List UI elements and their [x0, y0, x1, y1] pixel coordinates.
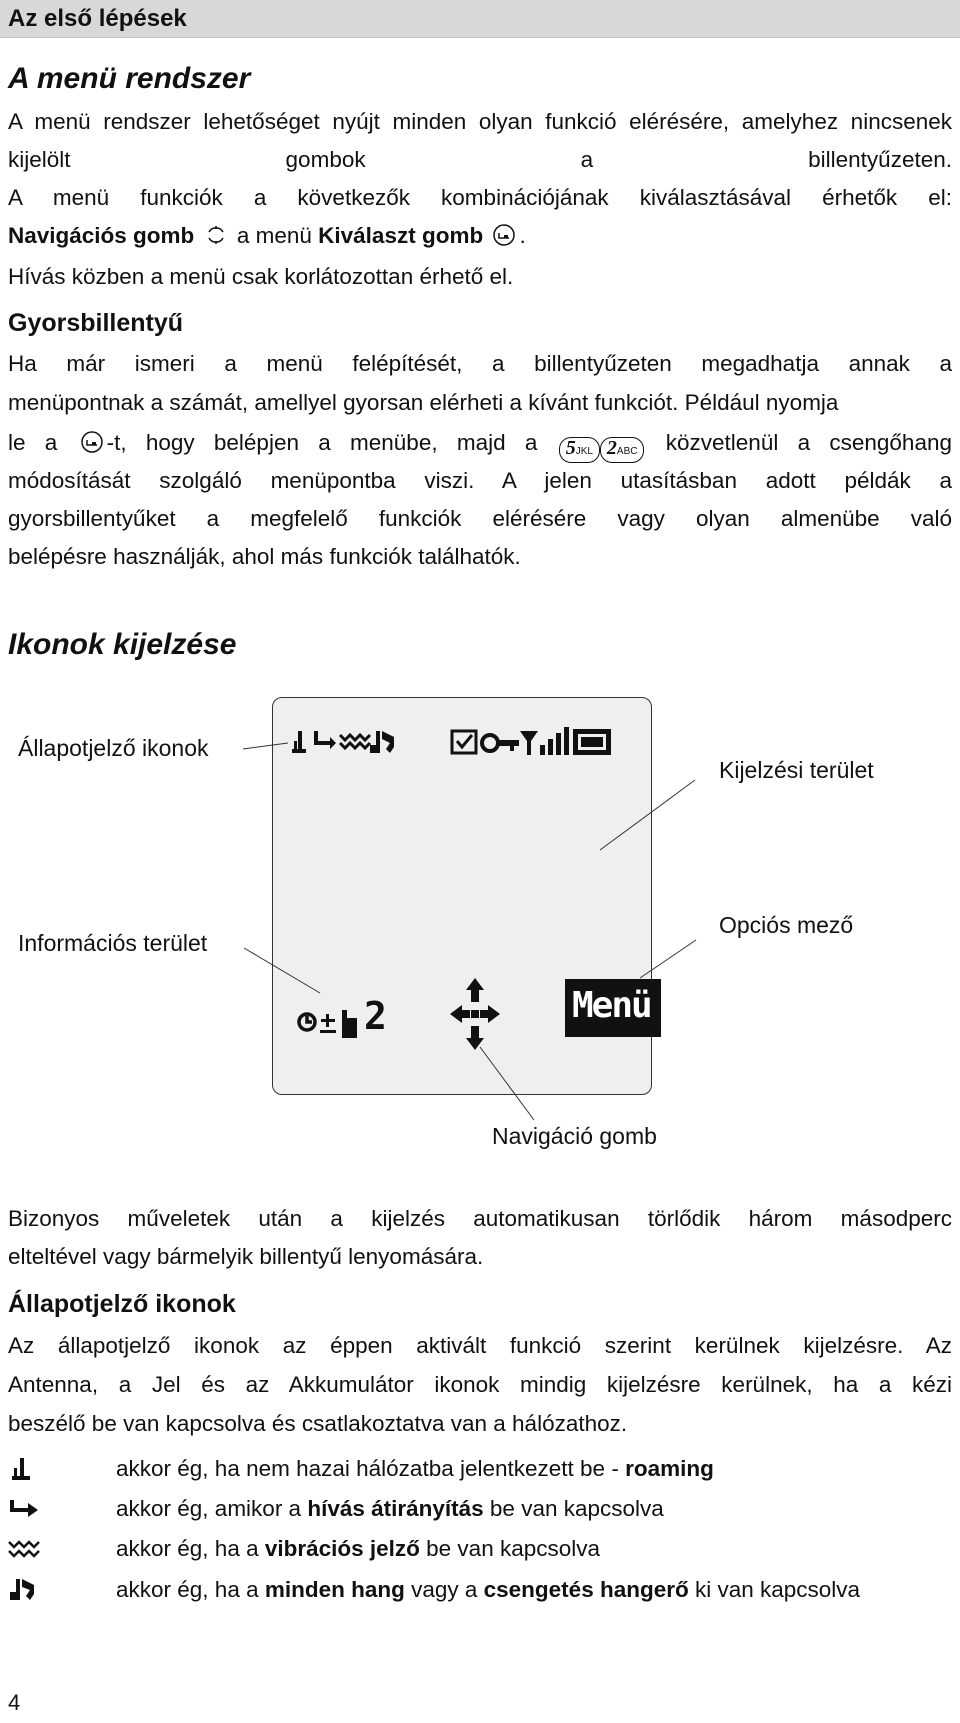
vibration-icon [340, 735, 370, 748]
shortcut-heading: Gyorsbillentyű [8, 309, 184, 337]
line-number-text: 2 [364, 994, 387, 1038]
screen-status-icons [290, 723, 670, 763]
antenna-icon [520, 731, 538, 755]
menu-system-heading: A menü rendszer [8, 62, 251, 95]
legend-silent-post: ki van kapcsolva [688, 1577, 861, 1602]
legend-roaming-bold: roaming [625, 1456, 714, 1481]
nav-key-term: Navigációs gomb [8, 223, 195, 248]
legend-row-silent [8, 1571, 952, 1609]
message-icon [452, 731, 476, 753]
menu-functions-text: A menü funkciók a következők kombinációjának kiválasztásával érhetők el: [8, 185, 952, 210]
select-key-icon [492, 223, 516, 247]
shortcut-line2: menüpontnak a számát, amellyel gyorsan elérheti a kívánt funkciót. Például nyomja [8, 390, 839, 415]
status-line1: Az állapotjelző ikonok az éppen aktivált funkció szerint kerülnek kijelzésre. Az [8, 1333, 952, 1358]
keylock-icon [482, 735, 519, 751]
legend-silent-bold: minden hang [264, 1577, 405, 1602]
period: . [519, 223, 526, 248]
legend-vibration-post: be van kapcsolva [419, 1536, 601, 1561]
status-line2: Antenna, a Jel és az Akkumulátor ikonok mindig kijelzésre kerülnek, ha a kézi [8, 1372, 952, 1397]
auto-clear-line1: Bizonyos műveletek után a kijelzés automatikusan törlődik három másodperc [8, 1206, 952, 1231]
menu-nav-line [8, 217, 952, 255]
options-menu-softkey [565, 979, 661, 1037]
shortcut-line3-a: le a [8, 430, 58, 455]
legend-text-silent [116, 1571, 860, 1609]
page-number: 4 [8, 1690, 21, 1715]
legend-row-vibration [8, 1530, 952, 1568]
key1-digit: 5 [565, 437, 576, 459]
legend-divert-post: be van kapcsolva [483, 1496, 664, 1521]
battery-icon [573, 729, 611, 755]
shortcut-line6: belépésre használják, ahol más funkciók találhatók. [8, 544, 521, 569]
shortcut-line3-c: közvetlenül a csengőhang [665, 430, 952, 455]
legend-text-roaming [116, 1450, 714, 1488]
clock-icon [299, 1014, 315, 1030]
menu-intro-text: A menü rendszer lehetőséget nyújt minden olyan funkció elérésére, amelyhez nincsenek kijelölt gombok a billentyűzeten. [8, 109, 952, 172]
signal-icon [540, 727, 569, 755]
legend-divert-pre: akkor ég, amikor a [116, 1496, 308, 1521]
line-icon [342, 1010, 357, 1038]
info-area-label: Információs terület [18, 930, 208, 956]
call-divert-icon [314, 731, 336, 749]
key1-letters: JKL [575, 446, 593, 457]
option-field-label: Opciós mező [719, 912, 854, 938]
display-area-label: Kijelzési terület [719, 757, 874, 783]
navigation-arrows-icon [448, 976, 502, 1052]
legend-text-call-divert [116, 1490, 664, 1528]
legend-row-roaming [8, 1450, 952, 1488]
navigation-key-icon [204, 223, 228, 247]
menu-intro-line2 [8, 179, 952, 217]
legend-divert-bold: hívás átirányítás [307, 1496, 484, 1521]
key2-digit: 2 [606, 437, 617, 459]
silent-icon [8, 1577, 42, 1603]
menu-intro-paragraph [8, 103, 952, 179]
vibration-icon [8, 1536, 42, 1562]
menu-softkey-label: Menü [572, 985, 651, 1026]
legend-row-call-divert [8, 1490, 952, 1528]
shortcut-line3-b: -t, hogy belépjen a menübe, majd a [106, 430, 538, 455]
status-icons-heading: Állapotjelző ikonok [8, 1290, 236, 1318]
legend-silent-bold2: csengetés hangerő [483, 1577, 689, 1602]
shortcut-line3 [8, 424, 952, 462]
legend-silent-mid: vagy a [404, 1577, 484, 1602]
silent-icon [370, 731, 394, 753]
call-divert-icon [8, 1496, 42, 1522]
shortcut-line5: gyorsbillentyűket a megfelelő funkciók elérésére vagy olyan almenübe való [8, 506, 952, 531]
select-key-icon [80, 430, 104, 454]
legend-vibration-bold: vibrációs jelző [264, 1536, 420, 1561]
key2-letters: ABC [616, 446, 638, 457]
shortcut-line1: Ha már ismeri a menü felépítését, a billentyűzeten megadhatja annak a [8, 351, 952, 376]
legend-roaming-pre: akkor ég, ha nem hazai hálózatba jelentkezett be - [116, 1456, 626, 1481]
section-title: Az első lépések [8, 5, 187, 32]
status-icons-label: Állapotjelző ikonok [18, 735, 209, 761]
key-2-abc-icon [600, 437, 645, 463]
status-line3: beszélő be van kapcsolva és csatlakoztatva van a hálózathoz. [8, 1411, 628, 1436]
select-key-term: Kiválaszt gomb [318, 223, 484, 248]
plus-minus-icon [320, 1014, 336, 1033]
icons-display-heading: Ikonok kijelzése [8, 628, 237, 661]
roaming-icon [292, 731, 306, 753]
auto-clear-line2: elteltével vagy bármelyik billentyű lenyomására. [8, 1244, 484, 1269]
page-header [0, 0, 960, 38]
menu-call-limit-line: Hívás közben a menü csak korlátozottan érhető el. [8, 264, 514, 289]
legend-vibration-pre: akkor ég, ha a [116, 1536, 265, 1561]
info-area-icons [296, 1000, 406, 1044]
menu-word: a menü [236, 223, 312, 248]
navigation-key-label: Navigáció gomb [492, 1123, 657, 1149]
key-5-jkl-icon [559, 428, 645, 459]
legend-text-vibration [116, 1530, 600, 1568]
legend-silent-pre: akkor ég, ha a [116, 1577, 265, 1602]
shortcut-line4: módosítását szolgáló menüpontba viszi. A jelen utasításban adott példák a [8, 468, 952, 493]
roaming-icon [8, 1456, 42, 1482]
